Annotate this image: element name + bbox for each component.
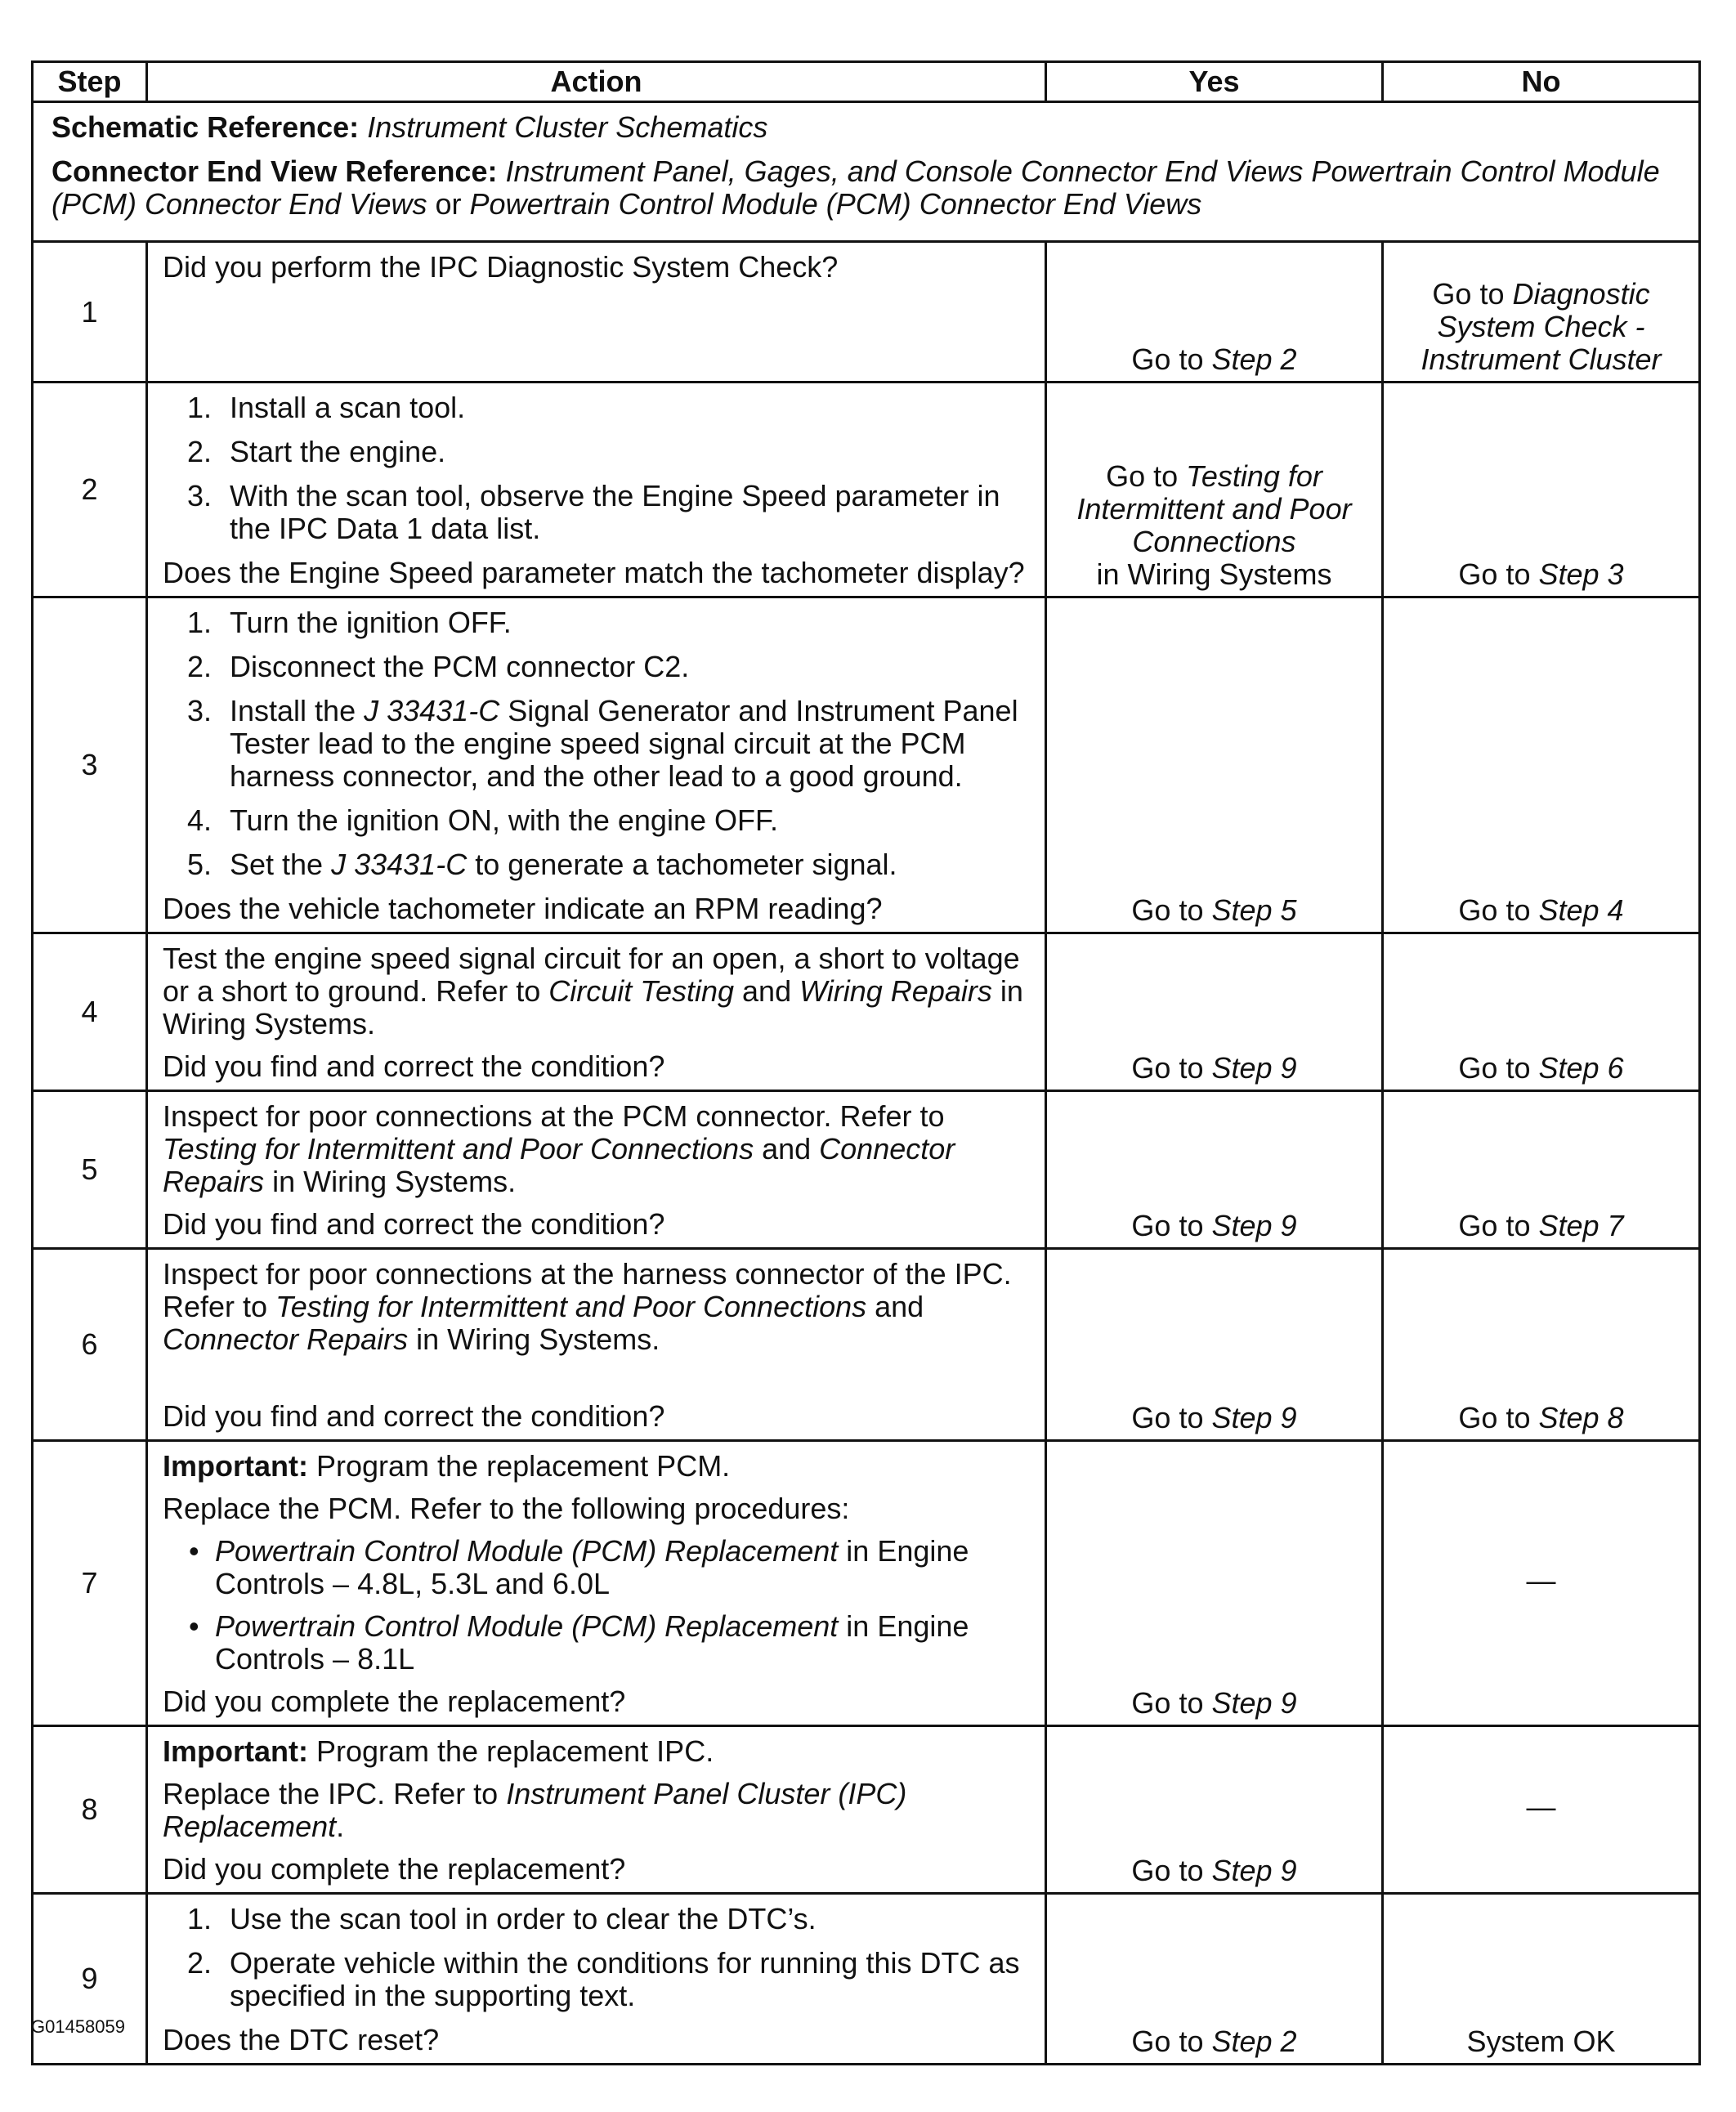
connector-reference-or: or xyxy=(427,187,470,221)
reference-link[interactable]: Testing for Intermittent and Poor Connections xyxy=(275,1290,867,1323)
no-cell xyxy=(1383,1091,1700,1249)
no-cell xyxy=(1383,1249,1700,1441)
no-cell: System OK xyxy=(1383,1894,1700,2065)
table-row xyxy=(33,1441,1700,1726)
yes-ref-link[interactable]: Testing for Intermittent and Poor Connections xyxy=(1076,459,1352,558)
tool-reference: J 33431-C xyxy=(331,848,468,881)
yes-prefix: Go to xyxy=(1131,342,1212,376)
header-step: Step xyxy=(33,62,147,102)
header-row xyxy=(33,62,1700,102)
figure-code: G01458059 xyxy=(31,2016,125,2037)
yes-ref-link[interactable]: Step 9 xyxy=(1211,1051,1297,1085)
step-number: 3 xyxy=(33,597,147,933)
yes-prefix: Go to xyxy=(1131,893,1212,927)
no-ref-link[interactable]: Step 7 xyxy=(1538,1209,1624,1242)
action-cell xyxy=(147,1894,1046,2065)
list-item: 4. Turn the ignition ON, with the engine OFF. xyxy=(187,803,778,837)
reference-link[interactable]: Circuit Testing xyxy=(548,974,735,1008)
action-cell xyxy=(147,933,1046,1091)
action-cell xyxy=(147,597,1046,933)
action-question: Does the DTC reset? xyxy=(163,2023,440,2056)
action-question: Did you find and correct the condition? xyxy=(163,1399,665,1433)
no-ref-link[interactable]: Step 6 xyxy=(1538,1051,1624,1085)
connector-reference xyxy=(51,155,1680,221)
reference-cell xyxy=(33,102,1700,242)
action-question: Did you complete the replacement? xyxy=(163,1685,626,1718)
no-prefix: Go to xyxy=(1458,1401,1539,1434)
reference-link[interactable]: Wiring Repairs xyxy=(799,974,992,1008)
no-ref-link[interactable]: Step 8 xyxy=(1538,1401,1624,1434)
no-prefix: Go to xyxy=(1432,277,1513,311)
table-row xyxy=(33,1249,1700,1441)
yes-prefix: Go to xyxy=(1131,1051,1212,1085)
table-row xyxy=(33,1091,1700,1249)
action-cell xyxy=(147,1441,1046,1726)
yes-cell xyxy=(1046,242,1383,383)
diagnostic-table xyxy=(31,60,1701,2065)
table-row xyxy=(33,1726,1700,1894)
no-prefix: Go to xyxy=(1458,1209,1539,1242)
yes-cell xyxy=(1046,1091,1383,1249)
table-row xyxy=(33,383,1700,597)
action-instruction: Inspect for poor connections at the PCM connector. Refer to Testing for Intermittent and Poor Connections and Connector Repairs in Wiring Systems. xyxy=(163,1099,955,1198)
list-item: 2. Start the engine. xyxy=(187,435,446,468)
yes-ref-link[interactable]: Step 9 xyxy=(1211,1686,1297,1720)
yes-prefix: Go to xyxy=(1131,1401,1212,1434)
yes-prefix: Go to xyxy=(1106,459,1187,493)
reference-link[interactable]: Powertrain Control Module (PCM) Replacement xyxy=(215,1534,839,1568)
list-item: • Powertrain Control Module (PCM) Replacement in Engine Controls – 4.8L, 5.3L and 6.0L xyxy=(189,1534,969,1600)
yes-cell xyxy=(1046,1249,1383,1441)
yes-cell xyxy=(1046,1441,1383,1726)
yes-cell xyxy=(1046,383,1383,597)
no-prefix: Go to xyxy=(1458,893,1539,927)
action-question: Does the Engine Speed parameter match the tachometer display? xyxy=(163,556,1025,589)
action-question: Did you complete the replacement? xyxy=(163,1852,626,1886)
connector-reference-text-1: Instrument Panel, Gages, and Console Connector End Views Powertrain Control Module (PCM) Connector End Views xyxy=(51,154,1660,221)
yes-cell xyxy=(1046,933,1383,1091)
no-prefix: Go to xyxy=(1458,557,1539,591)
action-cell xyxy=(147,383,1046,597)
action-question: Did you find and correct the condition? xyxy=(163,1207,665,1241)
diagnostic-document xyxy=(31,60,1698,2065)
step-number: 4 xyxy=(33,933,147,1091)
step-number: 6 xyxy=(33,1249,147,1441)
list-item: 1. Turn the ignition OFF. xyxy=(187,606,512,639)
action-list xyxy=(163,392,1030,545)
step-number: 5 xyxy=(33,1091,147,1249)
reference-link[interactable]: Connector Repairs xyxy=(163,1322,409,1356)
yes-ref-link[interactable]: Step 9 xyxy=(1211,1401,1297,1434)
no-ref-link[interactable]: Diagnostic System Check - Instrument Cluster xyxy=(1421,277,1662,376)
header-action: Action xyxy=(147,62,1046,102)
no-cell: — xyxy=(1383,1726,1700,1894)
header-yes: Yes xyxy=(1046,62,1383,102)
yes-ref-link[interactable]: Step 5 xyxy=(1211,893,1297,927)
list-item: 1. Use the scan tool in order to clear the DTC’s. xyxy=(187,1902,817,1935)
procedure-list xyxy=(163,1535,1030,1676)
table-row xyxy=(33,597,1700,933)
schematic-reference-text: Instrument Cluster Schematics xyxy=(367,110,768,144)
reference-link[interactable]: Instrument Panel Cluster (IPC) Replacement xyxy=(163,1777,907,1843)
important-note: Important: Program the replacement PCM. xyxy=(163,1449,731,1483)
list-item: 1. Install a scan tool. xyxy=(187,391,466,424)
table-row xyxy=(33,933,1700,1091)
no-prefix: Go to xyxy=(1458,1051,1539,1085)
no-cell: — xyxy=(1383,1441,1700,1726)
action-cell xyxy=(147,1091,1046,1249)
connector-reference-label: Connector End View Reference: xyxy=(51,154,498,188)
step-number: 1 xyxy=(33,242,147,383)
no-cell xyxy=(1383,383,1700,597)
step-number: 8 xyxy=(33,1726,147,1894)
yes-ref-link[interactable]: Step 9 xyxy=(1211,1209,1297,1242)
reference-link[interactable]: Connector Repairs xyxy=(163,1132,955,1198)
yes-cell xyxy=(1046,1894,1383,2065)
schematic-reference xyxy=(51,111,1680,144)
no-ref-link[interactable]: Step 3 xyxy=(1538,557,1624,591)
step-number: 9 xyxy=(33,1894,147,2065)
yes-prefix: Go to xyxy=(1131,1209,1212,1242)
list-item: 3. Install the J 33431-C Signal Generator and Instrument Panel Tester lead to the engine speed signal circuit at the PCM harness connector, and the other lead to a good ground. xyxy=(187,694,1018,793)
action-question: Does the vehicle tachometer indicate an RPM reading? xyxy=(163,892,883,925)
list-item: 2. Disconnect the PCM connector C2. xyxy=(187,650,690,683)
list-item: 2. Operate vehicle within the conditions for running this DTC as specified in the supporting text. xyxy=(187,1946,1020,2012)
no-cell xyxy=(1383,242,1700,383)
table-row xyxy=(33,1894,1700,2065)
list-item: 3. With the scan tool, observe the Engine Speed parameter in the IPC Data 1 data list. xyxy=(187,479,1000,545)
yes-ref-link[interactable]: Step 9 xyxy=(1211,1854,1297,1887)
step-number: 7 xyxy=(33,1441,147,1726)
yes-ref-link[interactable]: Step 2 xyxy=(1211,342,1297,376)
no-cell xyxy=(1383,933,1700,1091)
tool-reference: J 33431-C xyxy=(364,694,500,727)
list-item: • Powertrain Control Module (PCM) Replacement in Engine Controls – 8.1L xyxy=(189,1609,969,1676)
action-cell xyxy=(147,1726,1046,1894)
yes-prefix: Go to xyxy=(1131,1854,1212,1887)
action-instruction: Replace the PCM. Refer to the following procedures: xyxy=(163,1492,850,1525)
no-cell xyxy=(1383,597,1700,933)
reference-link[interactable]: Testing for Intermittent and Poor Connections xyxy=(163,1132,754,1166)
yes-cell xyxy=(1046,1726,1383,1894)
yes-prefix: Go to xyxy=(1131,1686,1212,1720)
list-item: 5. Set the J 33431-C to generate a tachometer signal. xyxy=(187,848,897,881)
action-list xyxy=(163,606,1030,881)
reference-row xyxy=(33,102,1700,242)
yes-suffix: in Wiring Systems xyxy=(1096,557,1332,591)
yes-prefix: Go to xyxy=(1131,2025,1212,2058)
no-ref-link[interactable]: Step 4 xyxy=(1538,893,1624,927)
action-question: Did you find and correct the condition? xyxy=(163,1049,665,1083)
action-instruction: Inspect for poor connections at the harness connector of the IPC. Refer to Testing for Intermittent and Poor Connections and Connector Repairs in Wiring Systems. xyxy=(163,1257,1012,1356)
action-list xyxy=(163,1903,1030,2012)
important-note: Important: Program the replacement IPC. xyxy=(163,1734,714,1768)
yes-ref-link[interactable]: Step 2 xyxy=(1211,2025,1297,2058)
schematic-reference-label: Schematic Reference: xyxy=(51,110,360,144)
table-row xyxy=(33,242,1700,383)
action-cell xyxy=(147,242,1046,383)
action-cell xyxy=(147,1249,1046,1441)
header-no: No xyxy=(1383,62,1700,102)
action-instruction: Replace the IPC. Refer to Instrument Panel Cluster (IPC) Replacement. xyxy=(163,1777,907,1843)
step-number: 2 xyxy=(33,383,147,597)
action-instruction: Test the engine speed signal circuit for an open, a short to voltage or a short to ground. Refer to Circuit Testing and Wiring Repairs in Wiring Systems. xyxy=(163,942,1023,1040)
yes-cell xyxy=(1046,597,1383,933)
action-question: Did you perform the IPC Diagnostic System Check? xyxy=(163,250,839,284)
connector-reference-text-2: Powertrain Control Module (PCM) Connector End Views xyxy=(469,187,1202,221)
reference-link[interactable]: Powertrain Control Module (PCM) Replacement xyxy=(215,1609,839,1643)
